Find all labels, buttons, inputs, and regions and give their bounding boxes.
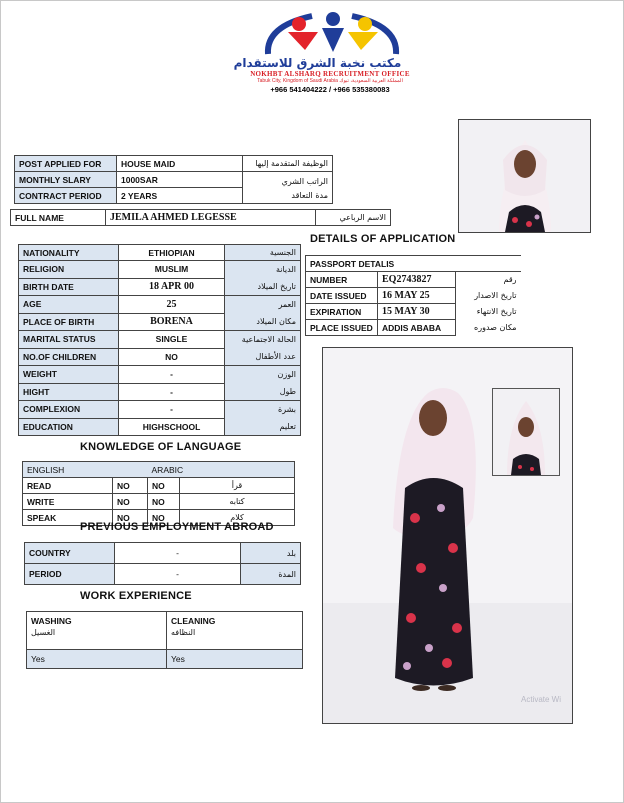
table-row <box>306 256 521 272</box>
period-arabic: المدة <box>241 564 301 585</box>
education-label: EDUCATION <box>19 418 119 436</box>
table-row <box>19 366 301 384</box>
speak-english: NO <box>113 510 148 526</box>
post-label: POST APPLIED FOR <box>15 156 117 172</box>
salary-value: 1000SAR <box>117 172 243 188</box>
write-arabic-label: كتابه <box>180 494 295 510</box>
contract-value: 2 YEARS <box>117 188 243 204</box>
education-value: HIGHSCHOOL <box>119 418 225 436</box>
table-row <box>15 172 333 188</box>
table-row <box>25 543 301 564</box>
cleaning-cell <box>167 612 303 650</box>
table-row <box>306 320 521 336</box>
portrait-figure-icon <box>459 120 590 232</box>
table-row <box>19 261 301 279</box>
post-value: HOUSE MAID <box>117 156 243 172</box>
washing-cell <box>27 612 167 650</box>
expiration-arabic: تاريخ الانتهاء <box>476 307 517 316</box>
period-value: - <box>115 564 241 585</box>
write-english: NO <box>113 494 148 510</box>
complexion-value: - <box>119 401 225 419</box>
washing-label: WASHING <box>31 616 72 626</box>
english-header: ENGLISH <box>23 462 148 478</box>
read-arabic: NO <box>148 478 180 494</box>
contract-label: CONTRACT PERIOD <box>15 188 117 204</box>
employment-table <box>24 542 301 585</box>
table-row <box>11 210 391 226</box>
table-row <box>23 462 295 478</box>
weight-value: - <box>119 366 225 384</box>
table-row <box>23 494 295 510</box>
birth-date-label: BIRTH DATE <box>19 278 119 296</box>
weight-arabic: الوزن <box>277 370 296 379</box>
read-english: NO <box>113 478 148 494</box>
height-value: - <box>119 383 225 401</box>
cleaning-arabic: النظافه <box>171 628 196 637</box>
nationality-label: NATIONALITY <box>19 245 119 261</box>
age-place-arabic <box>225 296 301 331</box>
full-name-value: JEMILA AHMED LEGESSE <box>106 210 316 226</box>
education-arabic: تعليم <box>279 422 296 431</box>
table-row <box>306 304 521 320</box>
office-name: NOKHBT ALSHARQ RECRUITMENT OFFICE <box>250 70 410 78</box>
read-label: READ <box>23 478 113 494</box>
weight-height-arabic <box>225 366 301 401</box>
country-arabic: بلد <box>241 543 301 564</box>
speak-label: SPEAK <box>23 510 113 526</box>
place-of-birth-label: PLACE OF BIRTH <box>19 313 119 331</box>
height-label: HIGHT <box>19 383 119 401</box>
age-value: 25 <box>119 296 225 314</box>
table-row <box>19 245 301 261</box>
salary-label: MONTHLY SLARY <box>15 172 117 188</box>
nationality-arabic: الجنسية <box>225 245 301 261</box>
passport-number-label: NUMBER <box>306 272 378 288</box>
period-label: PERIOD <box>25 564 115 585</box>
post-table <box>14 155 333 204</box>
date-issued-value: 16 MAY 25 <box>378 288 456 304</box>
birth-date-value: 18 APR 00 <box>119 278 225 296</box>
table-row <box>306 288 521 304</box>
marital-status-arabic: الحالة الاجتماعية <box>241 335 296 344</box>
write-label: WRITE <box>23 494 113 510</box>
washing-value: Yes <box>27 650 167 669</box>
work-table <box>26 611 303 669</box>
table-row <box>19 331 301 349</box>
place-of-birth-arabic: مكان الميلاد <box>256 317 296 326</box>
speak-arabic-label: كلام <box>180 510 295 526</box>
age-arabic: العمر <box>278 300 296 309</box>
children-value: NO <box>119 348 225 366</box>
passport-number-value: EQ2743827 <box>378 272 456 288</box>
children-arabic: عدد الأطفال <box>255 352 296 361</box>
salary-arabic: الراتب الشري <box>281 177 328 186</box>
language-title: KNOWLEDGE OF LANGUAGE <box>80 441 242 453</box>
complexion-arabic: بشرة <box>278 405 296 414</box>
table-row <box>15 156 333 172</box>
office-address: Tabuk City, Kingdom of Saudi Arabia المملكة العربية السعودية، تبوك <box>257 78 403 84</box>
weight-label: WEIGHT <box>19 366 119 384</box>
country-label: COUNTRY <box>25 543 115 564</box>
table-row <box>19 296 301 314</box>
inset-portrait <box>492 388 560 476</box>
table-row <box>27 612 303 650</box>
children-label: NO.OF CHILDREN <box>19 348 119 366</box>
marital-children-arabic <box>225 331 301 366</box>
full-body-photo <box>322 347 573 724</box>
employment-title: PREVIOUS EMPLOYMENT ABROAD <box>80 521 274 533</box>
birth-date-arabic: تاريخ الميلاد <box>257 282 296 291</box>
read-arabic-label: قرأ <box>180 478 295 494</box>
place-of-birth-value: BORENA <box>119 313 225 331</box>
height-arabic: طول <box>279 387 296 396</box>
arabic-header: ARABIC <box>148 462 295 478</box>
religion-label: RELIGION <box>19 261 119 279</box>
full-name-label: FULL NAME <box>11 210 106 226</box>
passport-table <box>305 255 521 336</box>
cleaning-value: Yes <box>167 650 303 669</box>
portrait-photo-small <box>458 119 591 233</box>
table-row <box>27 650 303 669</box>
washing-arabic: الغسيل <box>31 628 56 637</box>
place-issued-value: ADDIS ABABA <box>378 320 456 336</box>
logo-arabic-name: مكتب نخبة الشرق للاستقدام <box>233 56 402 70</box>
post-arabic: الوظيفة المتقدمة إليها <box>243 156 333 172</box>
photo-watermark: Activate Wi <box>521 695 562 704</box>
salary-contract-arabic <box>243 172 333 204</box>
complexion-label: COMPLEXION <box>19 401 119 419</box>
work-title: WORK EXPERIENCE <box>80 590 192 602</box>
age-label: AGE <box>19 296 119 314</box>
expiration-label: EXPIRATION <box>306 304 378 320</box>
marital-status-value: SINGLE <box>119 331 225 349</box>
place-issued-label: PLACE ISSUED <box>306 320 378 336</box>
inset-portrait-figure-icon <box>493 389 559 475</box>
cleaning-label: CLEANING <box>171 616 216 626</box>
speak-arabic: NO <box>148 510 180 526</box>
expiration-value: 15 MAY 30 <box>378 304 456 320</box>
table-row <box>23 478 295 494</box>
date-issued-arabic: تاريخ الاصدار <box>474 291 517 300</box>
country-value: - <box>115 543 241 564</box>
contract-arabic: مدة التعاقد <box>291 191 328 200</box>
passport-title: PASSPORT DETALIS <box>306 256 521 272</box>
complexion-education-arabic <box>225 401 301 436</box>
language-table <box>22 461 295 526</box>
religion-value: MUSLIM <box>119 261 225 279</box>
passport-number-arabic: رقم <box>503 275 517 285</box>
office-phones: +966 541404222 / +966 535380083 <box>270 85 390 94</box>
table-row <box>306 272 521 288</box>
religion-birth-arabic <box>225 261 301 296</box>
religion-arabic: الديانة <box>275 265 296 274</box>
full-name-table <box>10 209 391 226</box>
details-title: DETAILS OF APPLICATION <box>310 233 456 245</box>
personal-table <box>18 244 301 436</box>
nationality-value: ETHIOPIAN <box>119 245 225 261</box>
date-issued-label: DATE ISSUED <box>306 288 378 304</box>
place-issued-arabic: مكان صدوره <box>474 323 517 332</box>
marital-status-label: MARITAL STATUS <box>19 331 119 349</box>
table-row <box>19 401 301 419</box>
write-arabic: NO <box>148 494 180 510</box>
table-row <box>25 564 301 585</box>
full-name-arabic: الاسم الرباعي <box>316 210 391 226</box>
